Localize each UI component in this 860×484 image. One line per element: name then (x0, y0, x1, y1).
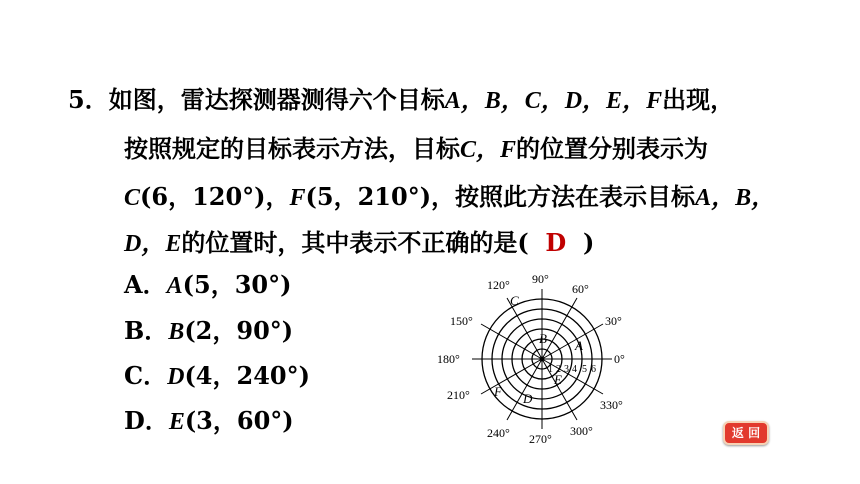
angle-label-90: 90° (532, 272, 549, 286)
ring-number-4: 4 (572, 364, 577, 375)
angle-label-60: 60° (572, 282, 589, 296)
option-letter: C． (124, 361, 168, 390)
question-text-1b: 出现， (662, 85, 735, 114)
option-letter: A． (124, 270, 167, 299)
option-letter: D． (124, 406, 169, 435)
point-label-c: C (510, 293, 519, 308)
angle-label-0: 0° (614, 352, 625, 366)
ring-number-1: 1 (548, 364, 553, 375)
question-targets-2: C，F (460, 137, 517, 163)
ring-number-3: 3 (564, 364, 569, 375)
option-value: (4，240°) (184, 361, 310, 390)
question-line-2 (124, 135, 708, 164)
angle-label-180: 180° (437, 352, 460, 366)
option-target: B (168, 319, 185, 345)
question-text-4: 的位置时，其中表示不正确的是( (181, 228, 529, 257)
question-targets-1: A，B，C，D，E，F (444, 88, 663, 114)
option-target: A (166, 273, 183, 299)
target-f-value: (5，210°)，按照此方法在表示目标 (305, 182, 696, 211)
question-number: 5． (68, 85, 109, 114)
target-c-value: (6，120°)， (140, 182, 290, 211)
question-targets-4: D，E (124, 231, 182, 257)
option-value: (2，90°) (184, 316, 294, 345)
point-label-f: F (494, 384, 502, 399)
ring-number-5: 5 (582, 364, 587, 375)
question-line-1 (68, 86, 734, 115)
radar-center (540, 357, 545, 362)
radar-figure (425, 265, 645, 445)
option-value: (5，30°) (182, 270, 292, 299)
question-text-2: 按照规定的目标表示方法，目标 (124, 134, 460, 163)
angle-label-120: 120° (487, 278, 510, 292)
question-close-paren: ) (582, 228, 595, 257)
option-d (124, 407, 294, 436)
ring-number-2: 2 (556, 364, 561, 375)
question-text-2b: 的位置分别表示为 (516, 134, 709, 163)
answer: D (545, 228, 567, 257)
option-a (124, 271, 291, 300)
point-label-b: B (539, 331, 547, 346)
option-value: (3，60°) (184, 406, 294, 435)
angle-label-270: 270° (529, 432, 552, 445)
back-button[interactable]: 返 回 (723, 421, 769, 445)
angle-label-150: 150° (450, 314, 473, 328)
target-f: F (289, 185, 306, 211)
option-letter: B． (124, 316, 169, 345)
option-target: D (167, 364, 185, 390)
angle-label-330: 330° (600, 398, 623, 412)
ring-number-6: 6 (591, 364, 596, 375)
option-c (124, 362, 310, 391)
angle-label-240: 240° (487, 426, 510, 440)
target-c: C (124, 185, 141, 211)
question-line-4 (124, 229, 594, 258)
question-line-3 (124, 183, 775, 212)
angle-label-210: 210° (447, 388, 470, 402)
angle-label-30: 30° (605, 314, 622, 328)
question-text-1: 如图，雷达探测器测得六个目标 (108, 85, 445, 114)
option-b (124, 317, 293, 346)
point-label-e: E (554, 372, 562, 387)
point-label-a: A (575, 338, 583, 353)
question-targets-3: A，B， (695, 185, 776, 211)
angle-label-300: 300° (570, 424, 593, 438)
point-label-d: D (523, 391, 533, 406)
option-target: E (168, 409, 185, 435)
